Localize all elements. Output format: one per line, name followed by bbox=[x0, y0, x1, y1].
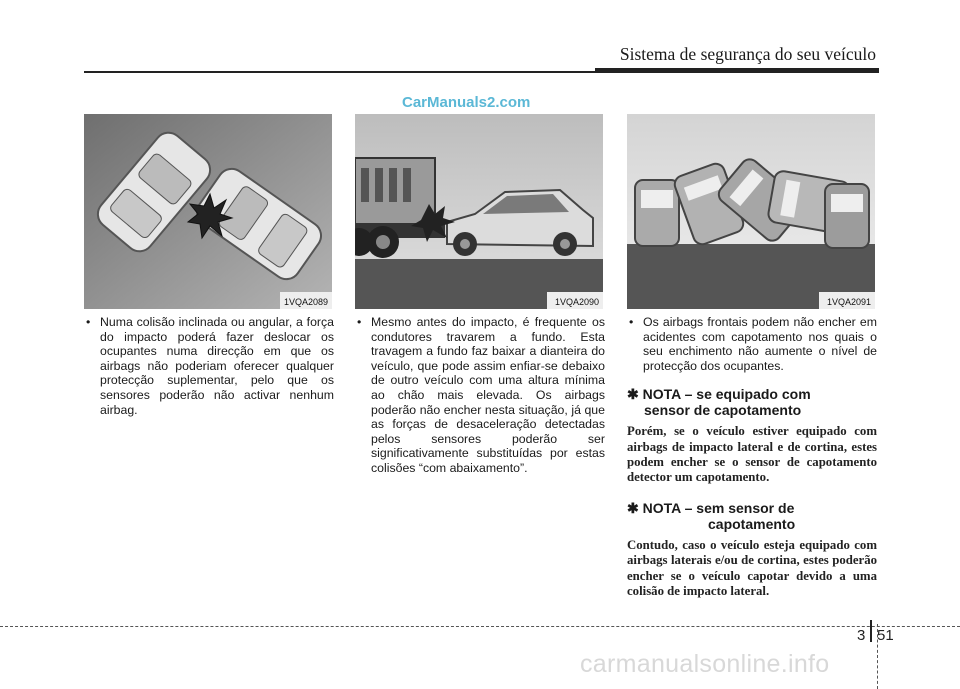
figure-label: 1VQA2089 bbox=[283, 297, 328, 307]
column-middle bbox=[355, 315, 605, 476]
list-item bbox=[627, 315, 877, 373]
note-heading-with-sensor bbox=[627, 387, 877, 418]
footer-dashed-rule bbox=[0, 626, 960, 627]
note-subtitle: – sem sensor de bbox=[684, 500, 795, 517]
footer-watermark: carmanualsonline.info bbox=[580, 650, 830, 678]
figure-rollover bbox=[627, 114, 875, 309]
header-rule-accent bbox=[595, 68, 879, 73]
note-subtitle-continued: capotamento bbox=[708, 515, 796, 532]
list-item bbox=[355, 315, 605, 476]
figure-label: 1VQA2090 bbox=[554, 297, 599, 307]
bullet-icon: • bbox=[86, 315, 91, 329]
rollover-illustration bbox=[627, 114, 875, 309]
list-item bbox=[84, 315, 334, 417]
bullet-icon: • bbox=[357, 315, 362, 329]
note-body-without-sensor: Contudo, caso o veículo esteja equipado com airbags laterais e/ou de cortina, estes poderão encher se o veículo capotar devido a uma colisão de impacto lateral. bbox=[627, 538, 877, 598]
bullet-icon: • bbox=[629, 315, 634, 329]
note-subtitle-continued: sensor de capotamento bbox=[644, 401, 802, 418]
figure-angled-collision bbox=[84, 114, 332, 309]
site-watermark[interactable]: CarManuals2.com bbox=[402, 94, 531, 111]
bullet-text: Numa colisão inclinada ou angular, a força do impacto poderá fazer deslocar os ocupantes numa direcção em que os airbags não poderiam oferecer qualquer protecção suplementar, pelo que os sensores poderão não activar nenhum airbag. bbox=[100, 315, 334, 417]
page-number-divider bbox=[870, 620, 872, 642]
underride-collision-illustration bbox=[355, 114, 603, 309]
bullet-text: Mesmo antes do impacto, é frequente os condutores travarem a fundo. Esta travagem a fundo faz baixar a dianteira do veículo, que pode assim enfiar-se debaixo de outro veículo com uma altura mínima ao chão mais elevada. Os airbags poderão não encher nesta situação, já que as forças de desaceleração detectadas pelos sensores poderão ser significativamente substituídas por estas colisões “com abaixamento”. bbox=[371, 315, 605, 475]
page-number: 51 bbox=[877, 627, 894, 644]
column-right bbox=[627, 315, 877, 599]
note-star-icon: ✱ bbox=[627, 386, 639, 403]
figure-underride-collision bbox=[355, 114, 603, 309]
angled-collision-illustration bbox=[84, 114, 332, 309]
note-title: NOTA bbox=[642, 500, 681, 517]
note-body-with-sensor: Porém, se o veículo estiver equipado com airbags de impacto lateral e de cortina, estes podem encher se o sensor de capotamento detector um capotamento. bbox=[627, 424, 877, 484]
column-left bbox=[84, 315, 334, 417]
note-heading-without-sensor bbox=[627, 501, 877, 532]
note-star-icon: ✱ bbox=[627, 500, 639, 517]
page-header-title: Sistema de segurança do seu veículo bbox=[619, 44, 876, 64]
note-subtitle: – se equipado com bbox=[684, 386, 811, 403]
note-title: NOTA bbox=[642, 386, 681, 403]
bullet-text: Os airbags frontais podem não encher em acidentes com capotamento nos quais o seu enchimento não aumente o nível de protecção dos ocupantes. bbox=[643, 315, 877, 373]
chapter-number: 3 bbox=[857, 627, 866, 644]
figure-label: 1VQA2091 bbox=[826, 297, 871, 307]
